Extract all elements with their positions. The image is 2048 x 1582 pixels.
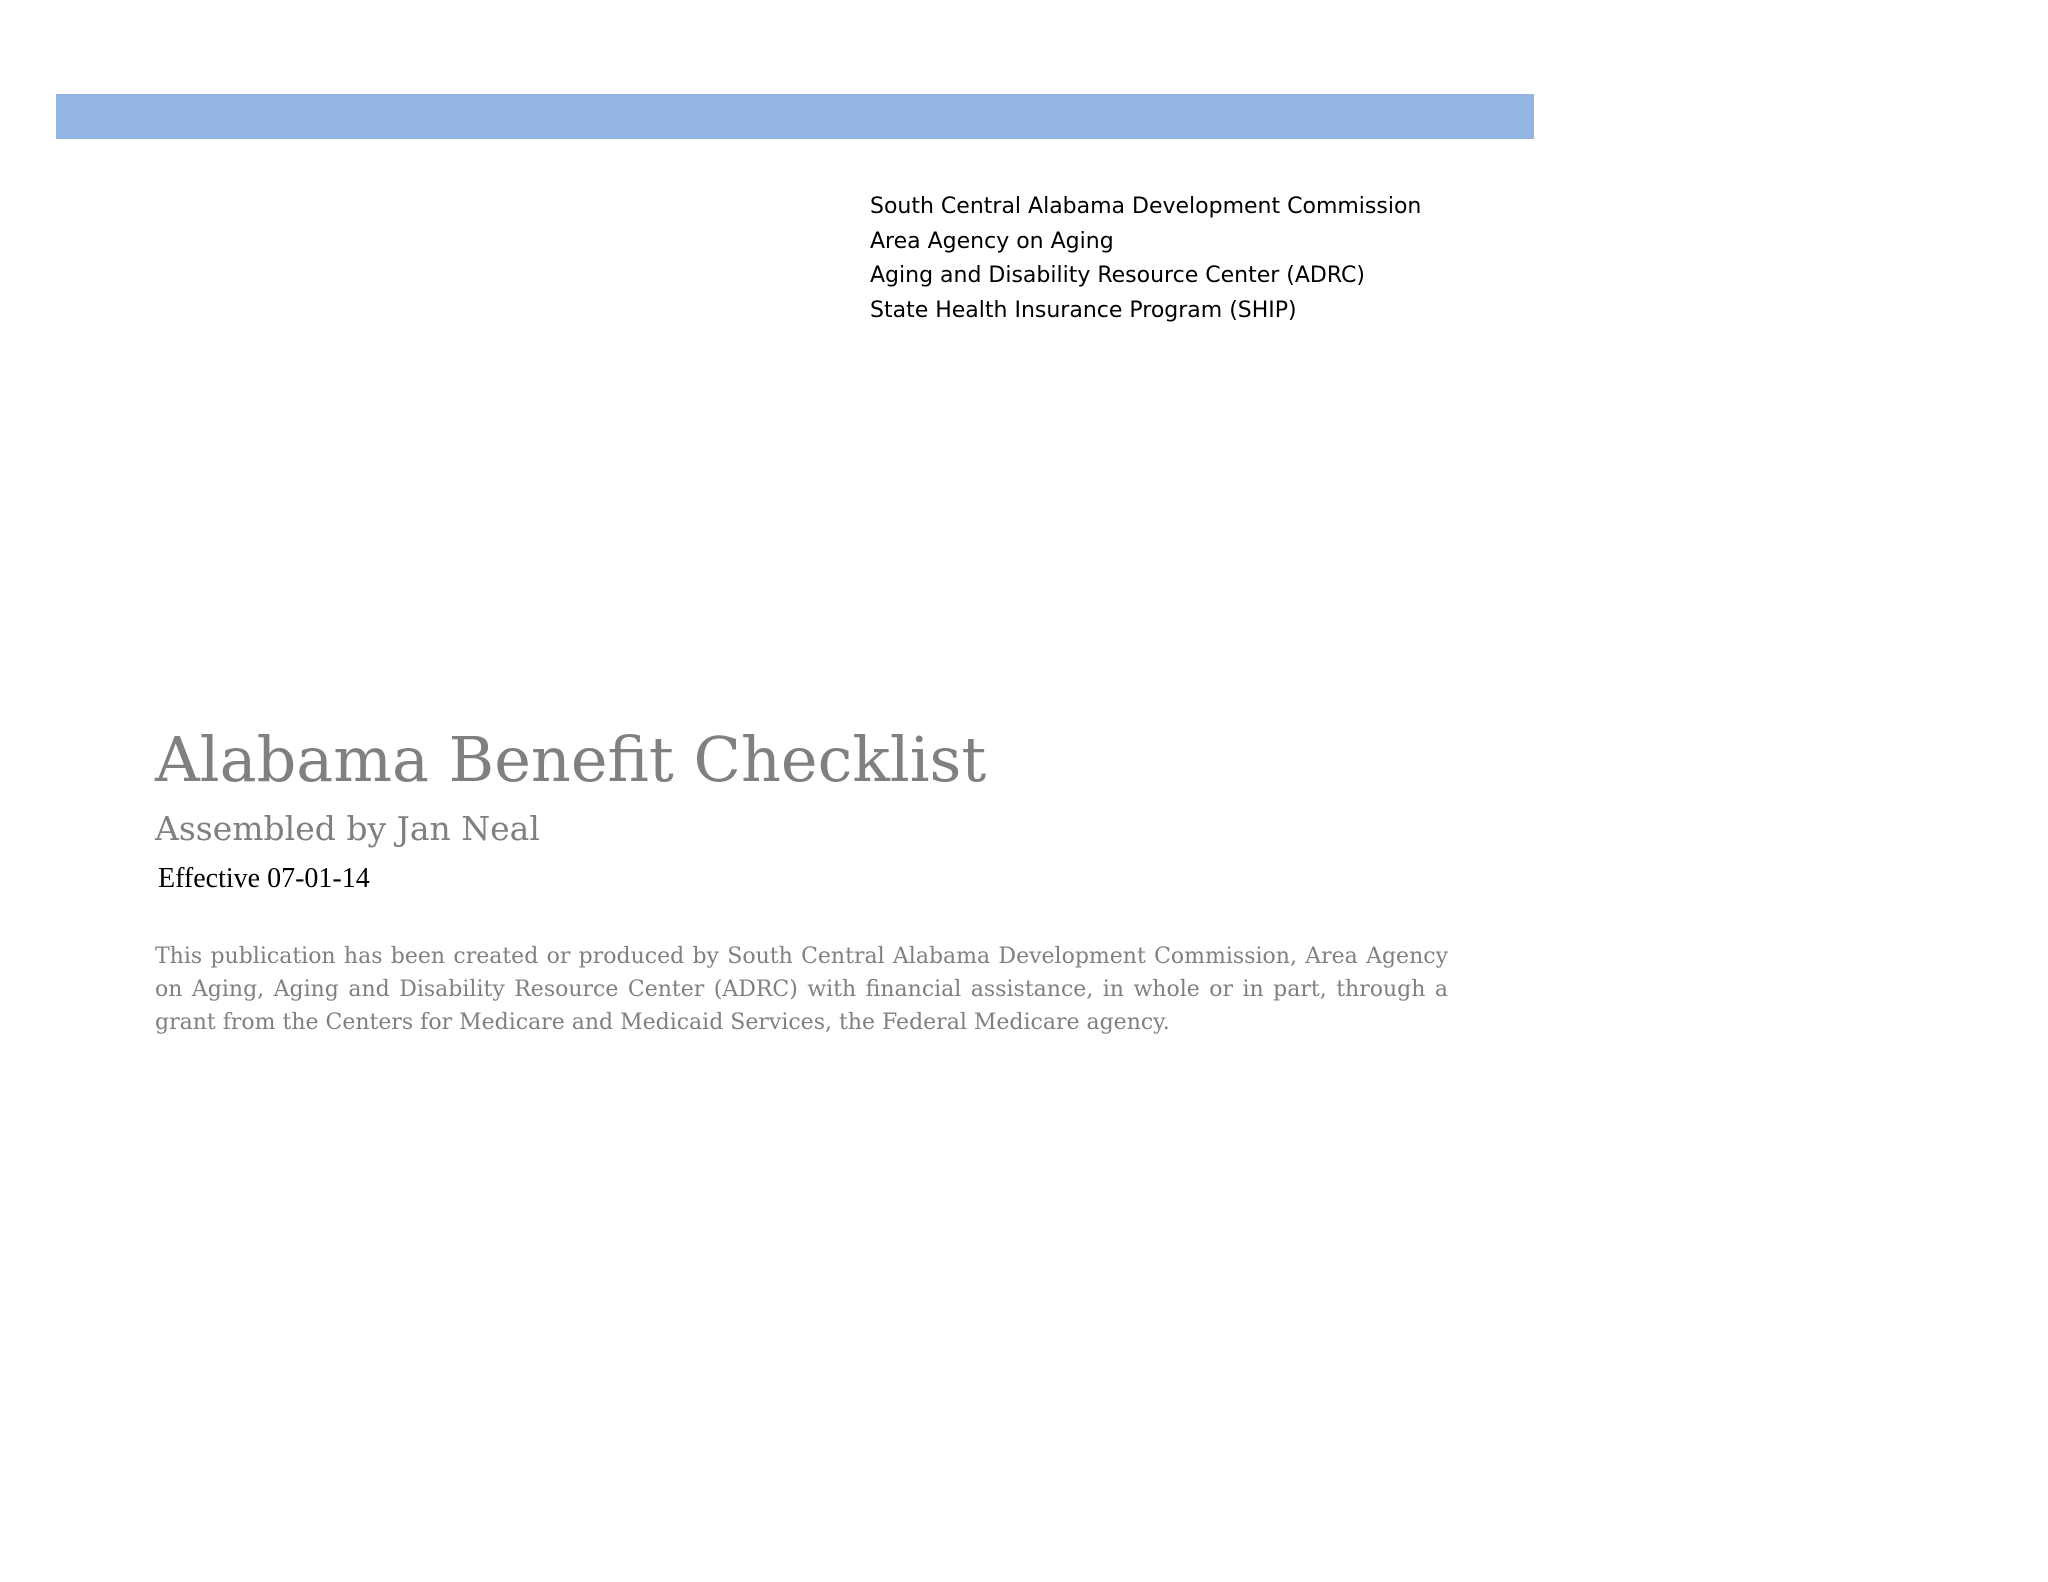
funding-disclaimer: This publication has been created or produced by South Central Alabama Development Commission, Area Agency on Aging, Aging and Disability Resource Center (ADRC) with financial assistance, in whole or in part, through a grant from the Centers for Medicare and Medicaid Services, the Federal Medicare agency. [155, 944, 1448, 1035]
org-line-ship: State Health Insurance Program (SHIP) [870, 297, 1297, 323]
document-subtitle: Assembled by Jan Neal [155, 809, 540, 848]
header-accent-bar [56, 94, 1534, 139]
effective-date: Effective 07-01-14 [158, 863, 370, 894]
org-line-adrc: Aging and Disability Resource Center (ADRC) [870, 263, 1365, 288]
org-line-commission: South Central Alabama Development Commission [870, 194, 1422, 219]
org-line-aging-agency: Area Agency on Aging [870, 228, 1114, 254]
organization-block [870, 190, 1450, 328]
document-title: Alabama Benefit Checklist [155, 723, 987, 796]
